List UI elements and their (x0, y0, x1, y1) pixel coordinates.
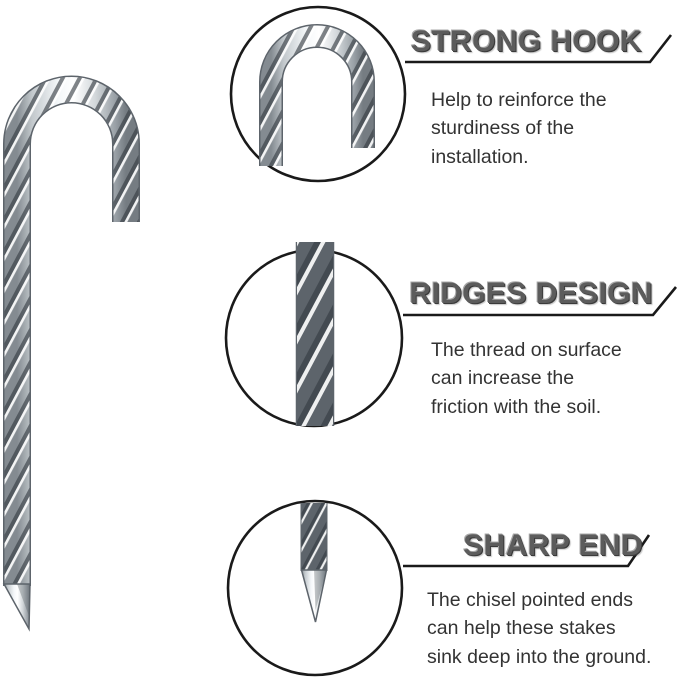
callout-body-line: friction with the soil. (431, 395, 602, 418)
zoom-circle-sharp-end (228, 501, 402, 675)
callout-body-line: The chisel pointed ends (427, 589, 633, 611)
callout-body-strong-hook (431, 86, 607, 171)
callout-title-ridges-design: RIDGES DESIGN (409, 277, 653, 310)
callout-title-sharp-end: SHARP END (463, 529, 643, 562)
callout-body-line: Help to reinforce the (431, 89, 607, 111)
callout-body-line: can help these stakes (427, 617, 616, 640)
callout-body-line: sturdiness of the (431, 117, 575, 140)
stake-body (17, 89, 126, 586)
callout-body-ridges-design (431, 336, 622, 421)
callout-body-line: The thread on surface (431, 339, 622, 361)
callout-body-line: installation. (431, 145, 529, 168)
callout-body-sharp-end (427, 586, 651, 671)
callout-body-line: sink deep into the ground. (427, 645, 652, 668)
stake-outline (17, 89, 126, 586)
rebar-j-hook-stake (4, 89, 126, 629)
callout-body-line: can increase the (431, 367, 575, 390)
zoom-circle-ridges-design (226, 242, 402, 426)
stake-ridge-texture (17, 89, 126, 586)
zoom-circle-strong-hook (231, 7, 405, 181)
callout-title-strong-hook: STRONG HOOK (410, 25, 642, 58)
